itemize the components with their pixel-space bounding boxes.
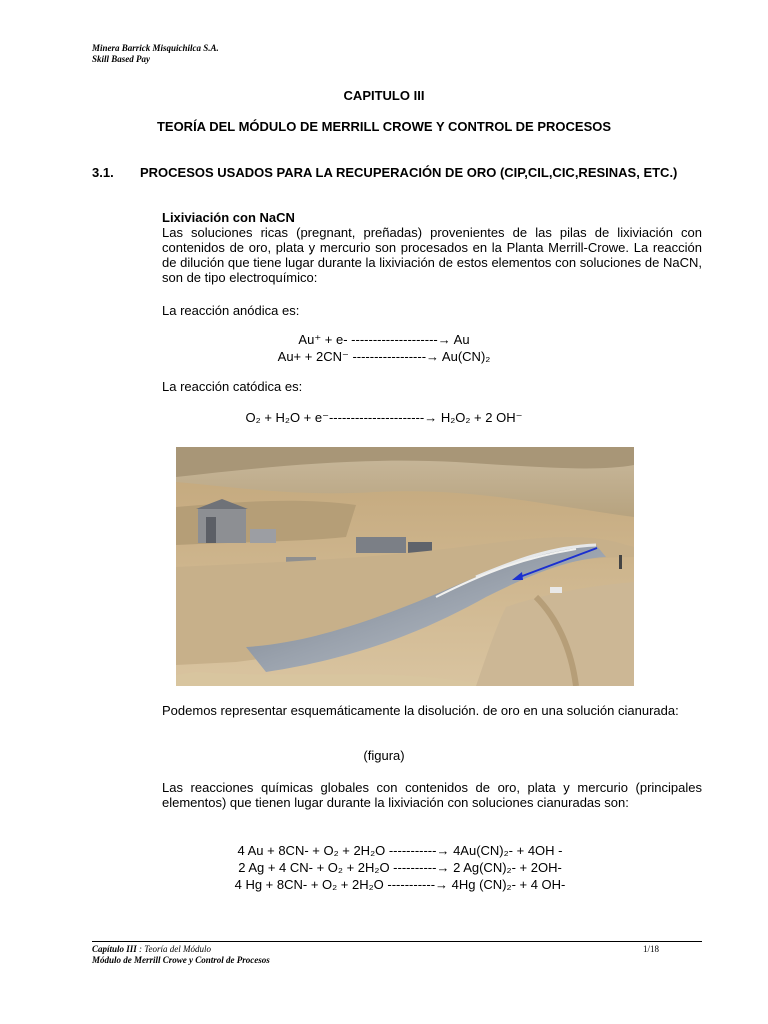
document-header bbox=[92, 43, 219, 65]
company-name: Minera Barrick Misquichilca S.A. bbox=[92, 43, 219, 53]
paragraph-3: Las reacciones químicas globales con contenidos de oro, plata y mercurio (principales elementos) que tienen lugar durante la lixiviación con soluciones cianuradas son: bbox=[162, 780, 702, 810]
paragraph-1: Las soluciones ricas (pregnant, preñadas) provenientes de las pilas de lixiviación con contenidos de oro, plata y mercurio son procesados en la Planta Merrill-Crowe. La reacción de dilución que tiene lugar durante la lixiviación de estos elementos con soluciones de NaCN, son de tipo electroquímico: bbox=[162, 225, 702, 285]
footer-chapter bbox=[92, 944, 270, 955]
program-name: Skill Based Pay bbox=[92, 54, 150, 64]
global-reactions bbox=[210, 842, 590, 893]
global-reaction-mercury: 4 Hg + 8CN- + O₂ + 2H₂O -----------→ 4Hg (CN)₂- + 4 OH- bbox=[234, 877, 566, 892]
figure-placeholder: (figura) bbox=[363, 748, 405, 763]
cathodic-label: La reacción catódica es: bbox=[162, 379, 303, 394]
footer-chapter-desc: : Teoría del Módulo bbox=[136, 944, 211, 954]
subheading: Lixiviación con NaCN bbox=[162, 210, 295, 225]
footer-module: Módulo de Merrill Crowe y Control de Procesos bbox=[92, 955, 270, 965]
document-footer bbox=[92, 944, 270, 966]
section-title: PROCESOS USADOS PARA LA RECUPERACIÓN DE ORO (CIP,CIL,CIC,RESINAS, ETC.) bbox=[140, 165, 678, 180]
cathodic-reaction: O₂ + H₂O + e⁻----------------------→ H₂O₂ + 2 OH⁻ bbox=[245, 410, 523, 425]
anodic-label: La reacción anódica es: bbox=[162, 303, 300, 318]
anodic-reaction-1: Au⁺ + e- --------------------→ Au bbox=[298, 332, 470, 347]
section-number: 3.1. bbox=[92, 165, 114, 180]
page-number: 1/18 bbox=[643, 944, 660, 954]
paragraph-2: Podemos representar esquemáticamente la disolución. de oro en una solución cianurada: bbox=[162, 703, 679, 718]
footer-divider bbox=[92, 941, 702, 942]
chapter-heading: CAPITULO III bbox=[343, 88, 425, 103]
footer-chapter-label: Capítulo III bbox=[92, 944, 137, 954]
anodic-reaction-2: Au+ + 2CN⁻ -----------------→ Au(CN)₂ bbox=[277, 349, 491, 364]
chapter-title: TEORÍA DEL MÓDULO DE MERRILL CROWE Y CONTROL DE PROCESOS bbox=[156, 119, 612, 134]
global-reaction-silver: 2 Ag + 4 CN- + O₂ + 2H₂O ----------→ 2 Ag(CN)₂- + 2OH- bbox=[238, 860, 562, 875]
global-reaction-gold: 4 Au + 8CN- + O₂ + 2H₂O -----------→ 4Au(CN)₂- + 4OH - bbox=[237, 843, 563, 858]
leach-pad-photo bbox=[176, 447, 634, 686]
